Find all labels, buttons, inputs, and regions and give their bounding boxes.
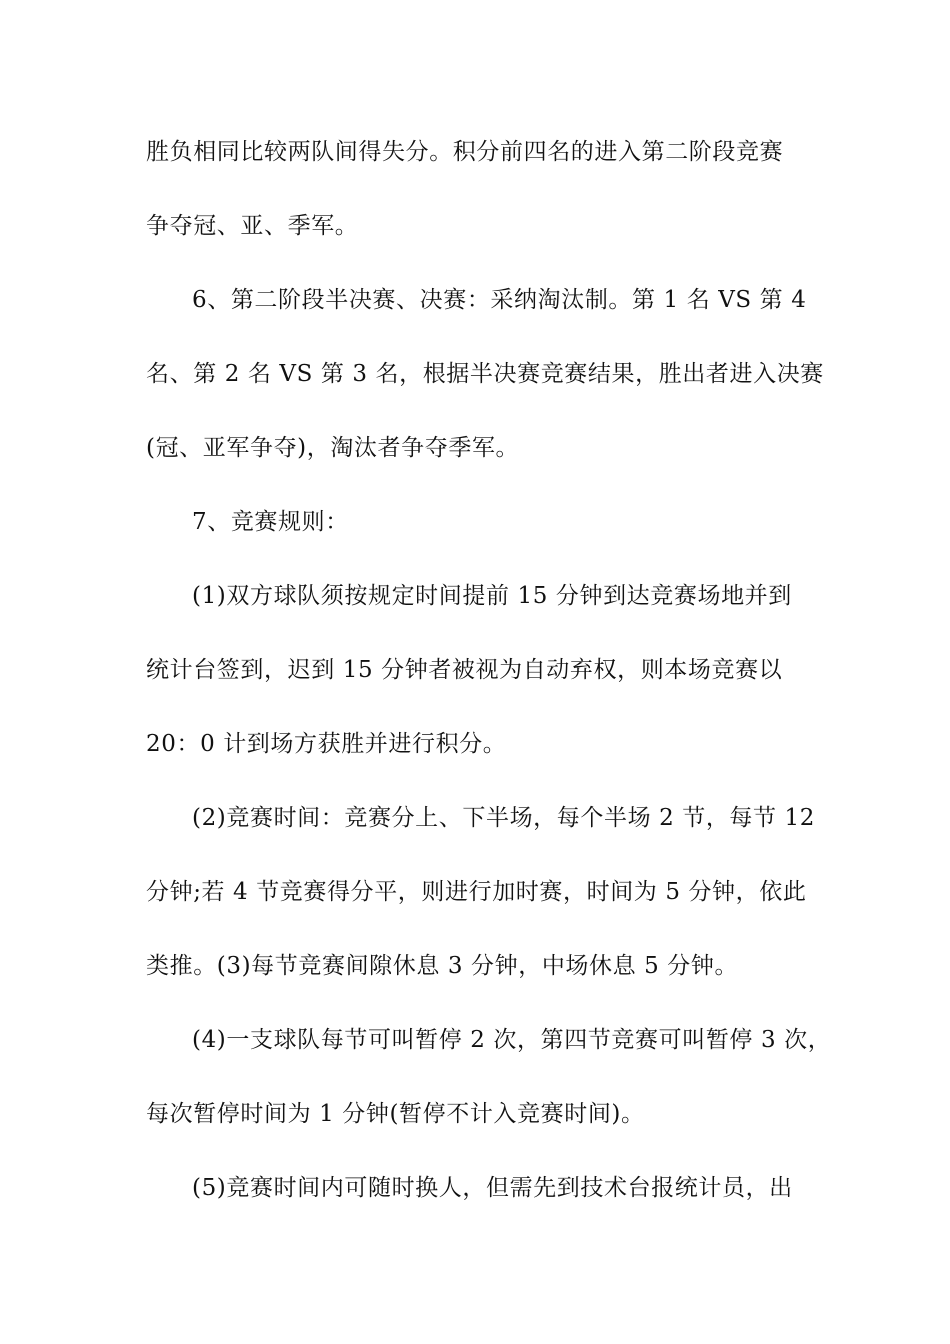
paragraph-line: (4)一支球队每节可叫暂停 2 次，第四节竞赛可叫暂停 3 次， bbox=[192, 1027, 832, 1053]
paragraph-line: 争夺冠、亚、季军。 bbox=[146, 213, 359, 239]
paragraph-line: (冠、亚军争夺)，淘汰者争夺季军。 bbox=[146, 435, 520, 461]
paragraph-line: 统计台签到，迟到 15 分钟者被视为自动弃权，则本场竞赛以 bbox=[146, 657, 783, 683]
paragraph-line: 胜负相同比较两队间得失分。积分前四名的进入第二阶段竞赛 bbox=[146, 139, 784, 165]
paragraph-line: 分钟;若 4 节竞赛得分平，则进行加时赛，时间为 5 分钟，依此 bbox=[146, 879, 807, 905]
paragraph-line: (1)双方球队须按规定时间提前 15 分钟到达竞赛场地并到 bbox=[192, 583, 792, 609]
paragraph-line: 类推。(3)每节竞赛间隙休息 3 分钟，中场休息 5 分钟。 bbox=[146, 953, 739, 979]
paragraph-line: 每次暂停时间为 1 分钟(暂停不计入竞赛时间)。 bbox=[146, 1101, 645, 1127]
paragraph-line: (5)竞赛时间内可随时换人，但需先到技术台报统计员，出 bbox=[192, 1175, 793, 1201]
section-heading: 7、竞赛规则： bbox=[192, 509, 349, 535]
paragraph-line: 20：0 计到场方获胜并进行积分。 bbox=[146, 731, 507, 757]
paragraph-line: 6、第二阶段半决赛、决赛：采纳淘汰制。第 1 名 VS 第 4 bbox=[192, 287, 807, 313]
paragraph-line: 名、第 2 名 VS 第 3 名，根据半决赛竞赛结果，胜出者进入决赛 bbox=[146, 361, 824, 387]
paragraph-line: (2)竞赛时间：竞赛分上、下半场，每个半场 2 节，每节 12 bbox=[192, 805, 816, 831]
